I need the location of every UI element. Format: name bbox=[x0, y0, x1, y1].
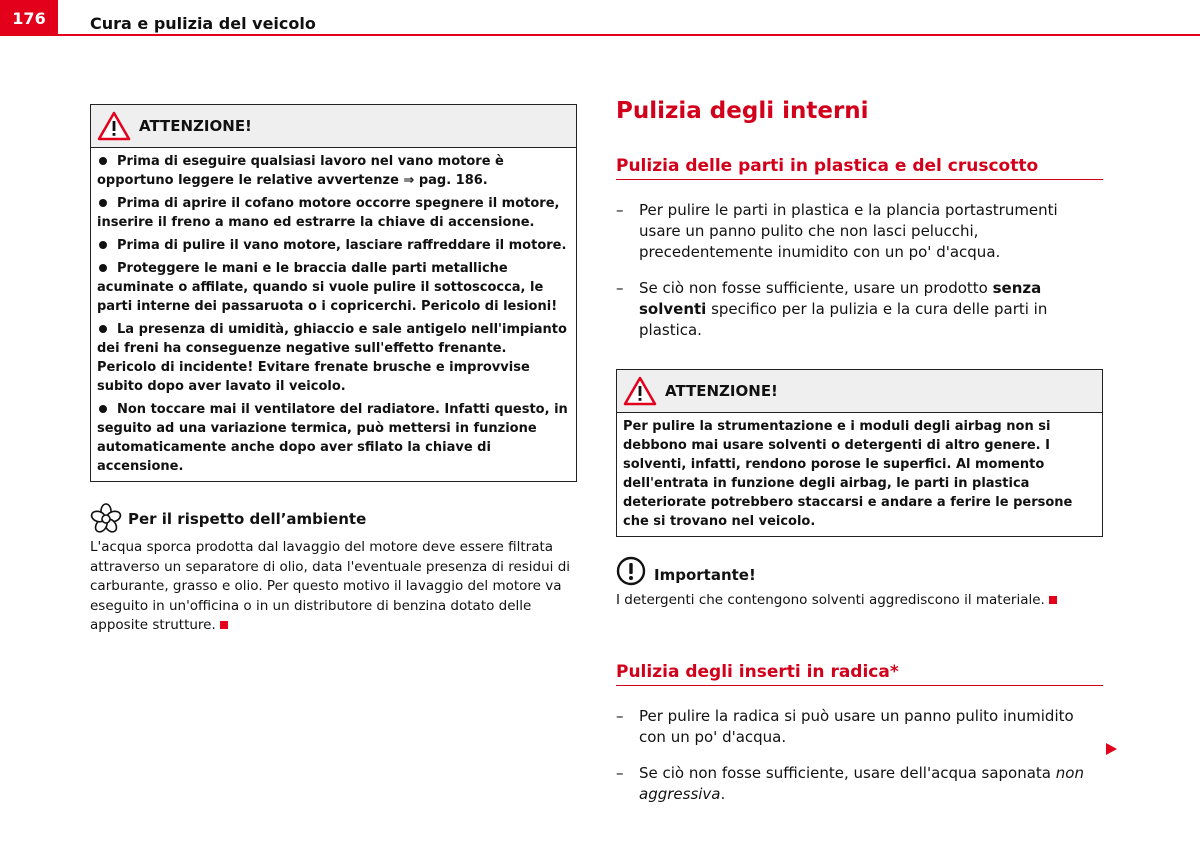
warning-title: ATTENZIONE! bbox=[665, 382, 778, 400]
list-item-text: Per pulire la radica si può usare un panno pulito inumidito con un po' d'acqua. bbox=[639, 707, 1074, 746]
left-column bbox=[90, 104, 577, 636]
important-header bbox=[616, 555, 1103, 587]
warning-item bbox=[97, 194, 570, 232]
chapter-title: Cura e pulizia del veicolo bbox=[90, 14, 316, 33]
warning-item-text: Prima di aprire il cofano motore occorre spegnere il motore, inserire il freno a mano ed estrarre la chiave di accensione. bbox=[97, 196, 560, 230]
header-rule bbox=[58, 34, 1200, 36]
warning-item-text: Proteggere le mani e le braccia dalle parti metalliche acuminate o affilate, quando si vuole pulire il sottoscocca, le parti interne dei passaruota o i copricerchi. Pericolo di lesioni! bbox=[97, 261, 558, 314]
list-dash: – bbox=[616, 201, 624, 219]
list-item bbox=[616, 763, 1103, 805]
bullet-icon bbox=[99, 157, 107, 165]
emphasis-text: non aggressiva bbox=[639, 764, 1084, 803]
environment-text bbox=[90, 538, 577, 636]
page-number: 176 bbox=[0, 0, 58, 36]
section-end-mark bbox=[1049, 596, 1057, 604]
bullet-icon bbox=[99, 199, 107, 207]
flower-icon bbox=[90, 503, 122, 535]
subsection-title-wood: Pulizia degli inserti in radica* bbox=[616, 662, 1103, 686]
warning-item-text: Non toccare mai il ventilatore del radiatore. Infatti questo, in seguito ad una variazione termica, può mettersi in funzione automaticamente anche dopo aver sfilato la chiave di accensione. bbox=[97, 402, 568, 474]
list-item-text: Se ciò non fosse sufficiente, usare un prodotto bbox=[639, 279, 993, 297]
page-header bbox=[0, 0, 1200, 38]
environment-note bbox=[90, 502, 577, 636]
list-item bbox=[616, 200, 1103, 263]
subsection-title-plastic: Pulizia delle parti in plastica e del cruscotto bbox=[616, 156, 1103, 180]
important-text-body: I detergenti che contengono solventi aggrediscono il materiale. bbox=[616, 592, 1045, 608]
list-dash: – bbox=[616, 764, 624, 782]
warning-body bbox=[91, 148, 576, 481]
list-dash: – bbox=[616, 279, 624, 297]
list-item-text: . bbox=[720, 785, 726, 803]
warning-item-text: Prima di pulire il vano motore, lasciare raffreddare il motore. bbox=[117, 238, 567, 253]
bullet-icon bbox=[99, 325, 107, 333]
warning-item bbox=[97, 152, 570, 190]
wood-cleaning-list bbox=[616, 706, 1103, 805]
warning-header bbox=[91, 105, 576, 148]
bullet-icon bbox=[99, 405, 107, 413]
list-item-text: Per pulire le parti in plastica e la plancia portastrumenti usare un panno pulito che non lasci pelucchi, precedentemente inumidito con un po' d'acqua. bbox=[639, 201, 1058, 261]
warning-item bbox=[97, 320, 570, 396]
continue-arrow-icon bbox=[1104, 742, 1118, 756]
bullet-icon bbox=[99, 241, 107, 249]
right-column bbox=[616, 98, 1103, 805]
list-item-text: specifico per la pulizia e la cura delle parti in plastica. bbox=[639, 300, 1048, 339]
emphasis-text: senza solventi bbox=[639, 279, 1042, 318]
environment-header bbox=[90, 502, 577, 536]
warning-triangle-icon bbox=[97, 111, 131, 141]
warning-box-airbag bbox=[616, 369, 1103, 537]
plastic-cleaning-list bbox=[616, 200, 1103, 341]
warning-box-engine bbox=[90, 104, 577, 482]
environment-title: Per il rispetto dell’ambiente bbox=[128, 510, 367, 528]
section-end-mark bbox=[220, 621, 228, 629]
warning-text: Per pulire la strumentazione e i moduli degli airbag non si debbono mai usare solventi o detergenti di altro genere. I solventi, infatti, rendono porose le superfici. Al momento dell'entrata in funzione degli airbag, le parti in plastica deteriorate potrebbero staccarsi e andare a ferire le persone che si trovano nel veicolo. bbox=[623, 419, 1073, 529]
warning-item bbox=[97, 400, 570, 476]
warning-header bbox=[617, 370, 1102, 413]
important-note bbox=[616, 555, 1103, 610]
important-title: Importante! bbox=[654, 566, 756, 584]
warning-item-text: La presenza di umidità, ghiaccio e sale antigelo nell'impianto dei freni ha conseguenze negative sull'effetto frenante. Pericolo di incidente! Evitare frenate brusche e improvvise subito dopo aver lavato il veicolo. bbox=[97, 322, 567, 394]
list-item-text: Se ciò non fosse sufficiente, usare dell'acqua saponata bbox=[639, 764, 1056, 782]
list-item bbox=[616, 278, 1103, 341]
environment-text-body: L'acqua sporca prodotta dal lavaggio del motore deve essere filtrata attraverso un separatore di olio, data l'eventuale presenza di residui di carburante, grasso e olio. Per questo motivo il lavaggio del motore va eseguito in un'officina o in un distributore di benzina dotato delle apposite strutture. bbox=[90, 539, 571, 633]
list-item bbox=[616, 706, 1103, 748]
warning-item bbox=[97, 236, 570, 255]
section-title: Pulizia degli interni bbox=[616, 98, 869, 124]
important-text bbox=[616, 591, 1103, 610]
warning-body bbox=[617, 413, 1102, 536]
warning-title: ATTENZIONE! bbox=[139, 117, 252, 135]
warning-item-text: Prima di eseguire qualsiasi lavoro nel vano motore è opportuno leggere le relative avvertenze ⇒ pag. 186. bbox=[97, 154, 504, 188]
warning-triangle-icon bbox=[623, 376, 657, 406]
exclamation-icon bbox=[616, 556, 646, 586]
list-dash: – bbox=[616, 707, 624, 725]
warning-item bbox=[97, 259, 570, 316]
bullet-icon bbox=[99, 264, 107, 272]
